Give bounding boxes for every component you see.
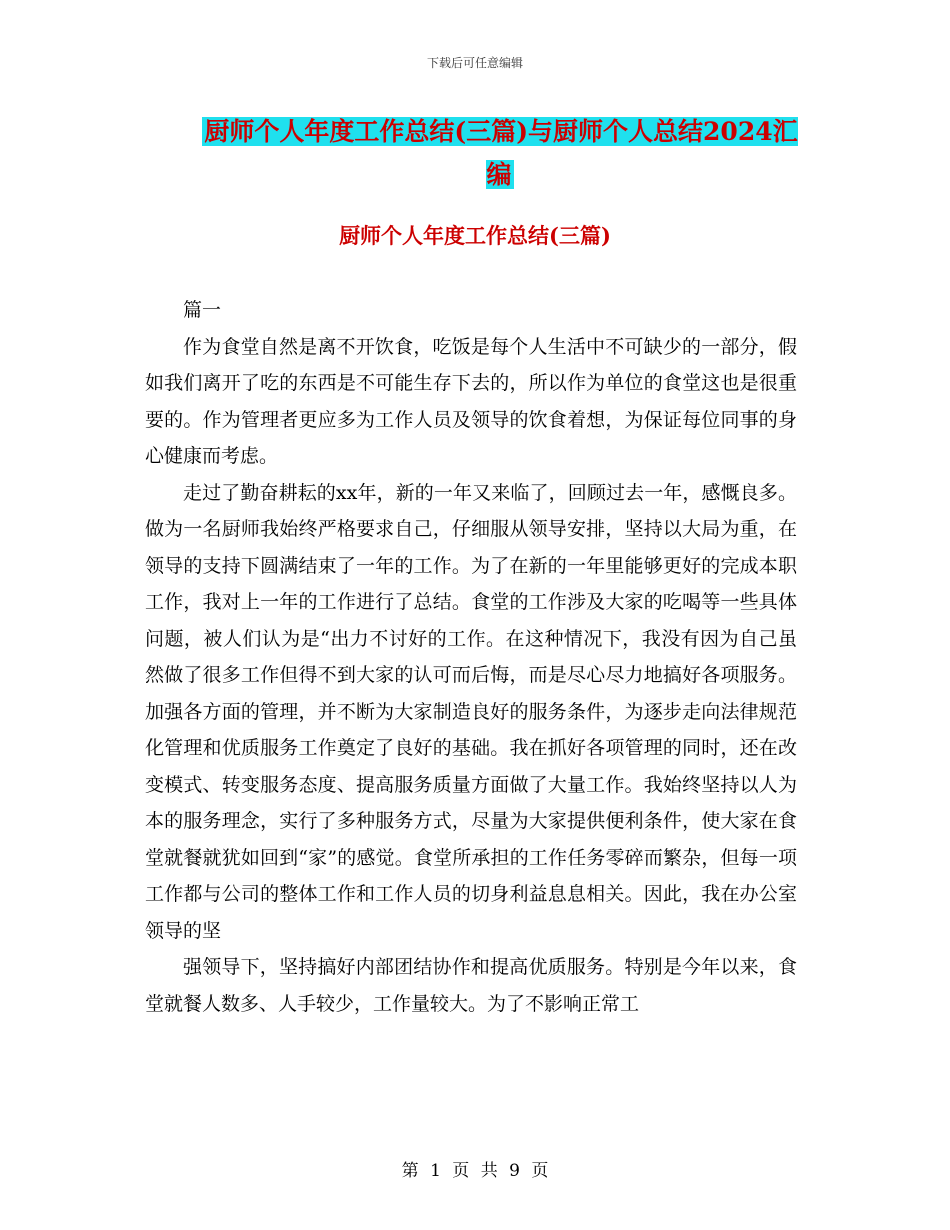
paragraph: 作为食堂自然是离不开饮食，吃饭是每个人生活中不可缺少的一部分，假如我们离开了吃的东西是不可能生存下去的，所以作为单位的食堂这也是很重要的。作为管理者更应多为工作人员及领导的饮食着想，为保证每位同事的身心健康而考虑。 (145, 335, 797, 467)
paragraph: 强领导下，坚持搞好内部团结协作和提高优质服务。特别是今年以来，食堂就餐人数多、人手较少，工作量较大。为了不影响正常工 (145, 956, 797, 1015)
header-note: 下载后可任意编辑 (426, 56, 523, 70)
body-text (145, 292, 797, 1022)
main-title (190, 110, 810, 196)
main-title-highlight: 厨师个人年度工作总结(三篇)与厨师个人总结2024汇编 (204, 117, 798, 189)
paragraph: 走过了勤奋耕耘的xx年，新的一年又来临了，回顾过去一年，感慨良多。做为一名厨师我始终严格要求自己，仔细服从领导安排，坚持以大局为重，在领导的支持下圆满结束了一年的工作。为了在新的一年里能够更好的完成本职工作，我对上一年的工作进行了总结。食堂的工作涉及大家的吃喝等一些具体问题，被人们认为是“出力不讨好的工作。在这种情况下，我没有因为自己虽然做了很多工作但得不到大家的认可而后悔，而是尽心尽力地搞好各项服务。加强各方面的管理，并不断为大家制造良好的服务条件，为逐步走向法律规范化管理和优质服务工作奠定了良好的基础。我在抓好各项管理的同时，还在改变模式、转变服务态度、提高服务质量方面做了大量工作。我始终坚持以人为本的服务理念，实行了多种服务方式，尽量为大家提供便利条件，使大家在食堂就餐就犹如回到“家”的感觉。食堂所承担的工作任务零碎而繁杂，但每一项工作都与公司的整体工作和工作人员的切身利益息息相关。因此，我在办公室领导的坚 (145, 481, 797, 942)
sub-title: 厨师个人年度工作总结(三篇) (339, 223, 611, 248)
page-footer: 第 1 页 共 9 页 (401, 1161, 549, 1181)
section-label: 篇一 (183, 299, 222, 321)
